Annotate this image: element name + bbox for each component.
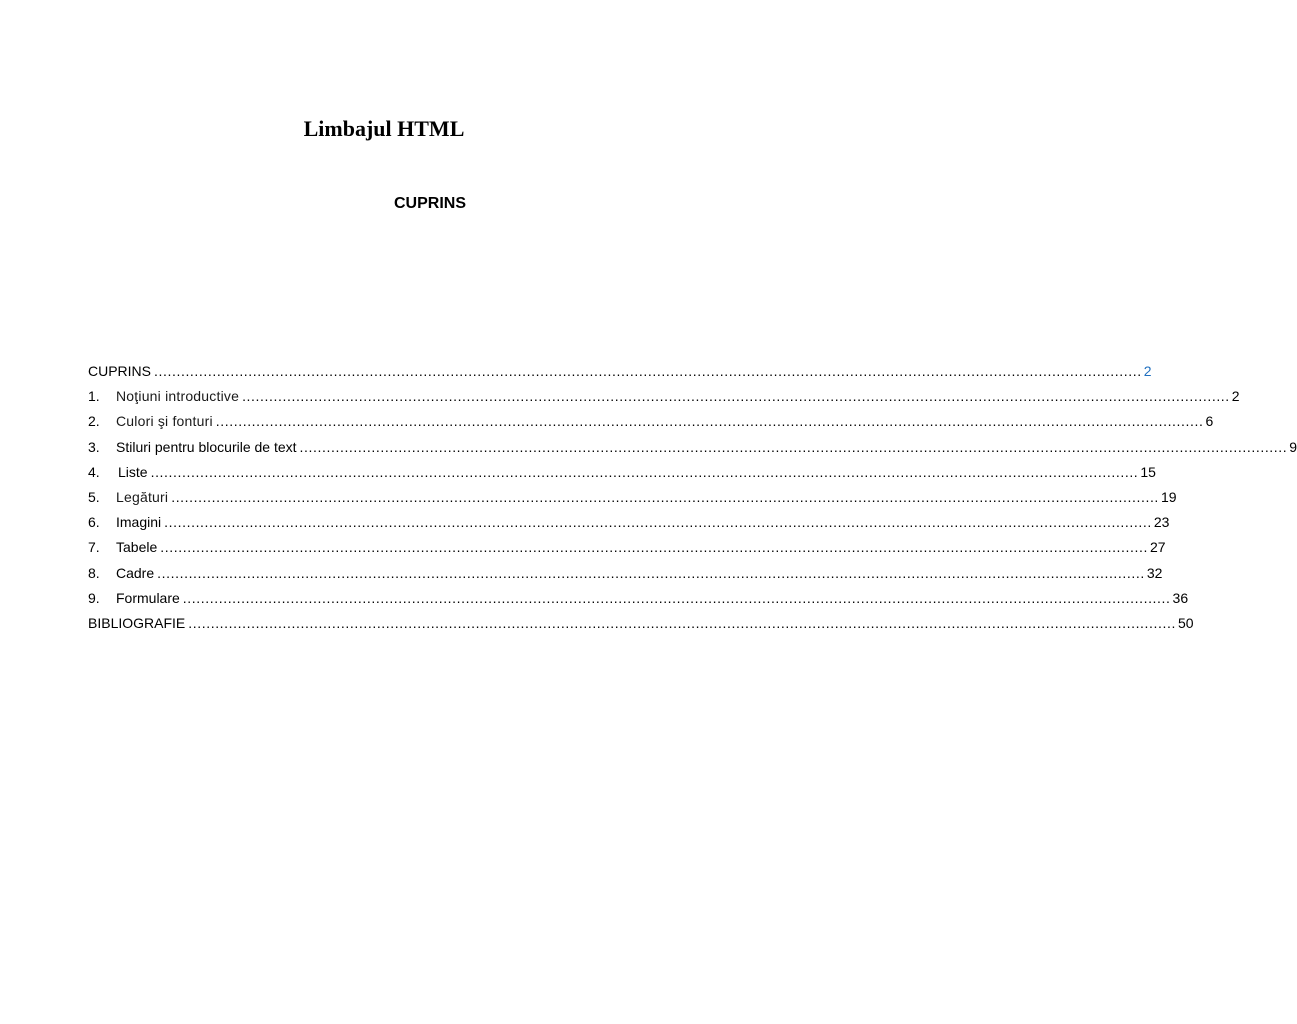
toc-entry-label: Culori şi fonturi (116, 413, 213, 430)
toc-leader-dots: ............................................................................................................................................................................................................................ (171, 488, 1159, 505)
toc-entry-number: 8. (88, 564, 100, 581)
toc-leader-dots: ............................................................................................................................................................................................................................ (164, 514, 1152, 531)
toc-leader-dots: ............................................................................................................................................................................................................................ (160, 539, 1148, 556)
toc-entry-label: Liste (118, 463, 148, 480)
toc-entry-bibliografie[interactable] (88, 611, 1194, 636)
toc-entry-label: Legături (116, 488, 169, 505)
toc-entry-legaturi[interactable] (88, 485, 1177, 510)
toc-entry-label: CUPRINS (88, 363, 152, 379)
toc-leader-dots: ............................................................................................................................................................................................................................ (150, 463, 1139, 480)
toc-leader-dots: ............................................................................................................................................................................................................................ (157, 564, 1145, 581)
toc-entry-number: 9. (88, 589, 100, 606)
toc-entry-number: 6. (88, 514, 100, 531)
toc-entry-cadre[interactable] (88, 561, 1163, 586)
toc-entry-tabele[interactable] (88, 535, 1166, 560)
toc-entry-page[interactable]: 2 (1143, 363, 1152, 379)
toc-entry-page: 23 (1153, 514, 1170, 531)
toc-entry-number: 1. (88, 388, 100, 405)
toc-entry-number: 5. (88, 488, 100, 505)
toc-leader-dots: ............................................................................................................................................................................................................................ (182, 589, 1171, 606)
toc-leader-dots: ............................................................................................................................................................................................................................ (215, 413, 1204, 430)
toc-entry-number: 2. (88, 413, 100, 430)
toc-leader-dots: ............................................................................................................................................................................................................................ (188, 614, 1176, 631)
toc-entry-label: Formulare (116, 589, 180, 606)
toc-entry-page: 27 (1150, 539, 1166, 556)
toc-entry-formulare[interactable] (88, 586, 1189, 611)
table-of-contents (88, 359, 1297, 636)
toc-entry-label: Tabele (116, 539, 158, 556)
toc-entry-page: 32 (1146, 564, 1163, 581)
toc-entry-number: 7. (88, 539, 100, 556)
toc-entry-label: BIBLIOGRAFIE (88, 614, 186, 631)
toc-entry-liste[interactable] (88, 460, 1156, 485)
toc-entry-culori-si-fonturi[interactable] (88, 409, 1214, 434)
toc-entry-stiluri[interactable] (88, 435, 1297, 460)
toc-entry-cuprins[interactable] (88, 359, 1152, 384)
toc-leader-dots: ............................................................................................................................................................................................................................ (154, 363, 1142, 379)
toc-entry-notiuni-introductive[interactable] (88, 384, 1240, 409)
toc-entry-label: Cadre (116, 564, 155, 581)
toc-entry-page: 6 (1205, 413, 1214, 430)
toc-entry-number: 3. (88, 438, 100, 455)
document-title: Limbajul HTML (303, 116, 465, 141)
toc-entry-label: Noţiuni introductive (116, 388, 240, 405)
toc-entry-page: 2 (1231, 388, 1240, 405)
toc-entry-label: Imagini (116, 514, 162, 531)
toc-entry-page: 50 (1177, 614, 1194, 631)
toc-entry-imagini[interactable] (88, 510, 1170, 535)
toc-leader-dots: ............................................................................................................................................................................................................................ (299, 438, 1288, 455)
toc-entry-page: 9 (1289, 438, 1297, 455)
toc-heading: CUPRINS (393, 195, 466, 212)
toc-entry-label: Stiluri pentru blocurile de text (116, 438, 297, 455)
toc-entry-page: 15 (1140, 463, 1156, 480)
toc-leader-dots: ............................................................................................................................................................................................................................ (242, 388, 1230, 405)
toc-entry-page: 36 (1172, 589, 1189, 606)
toc-entry-number: 4. (88, 463, 100, 480)
toc-entry-page: 19 (1160, 488, 1177, 505)
